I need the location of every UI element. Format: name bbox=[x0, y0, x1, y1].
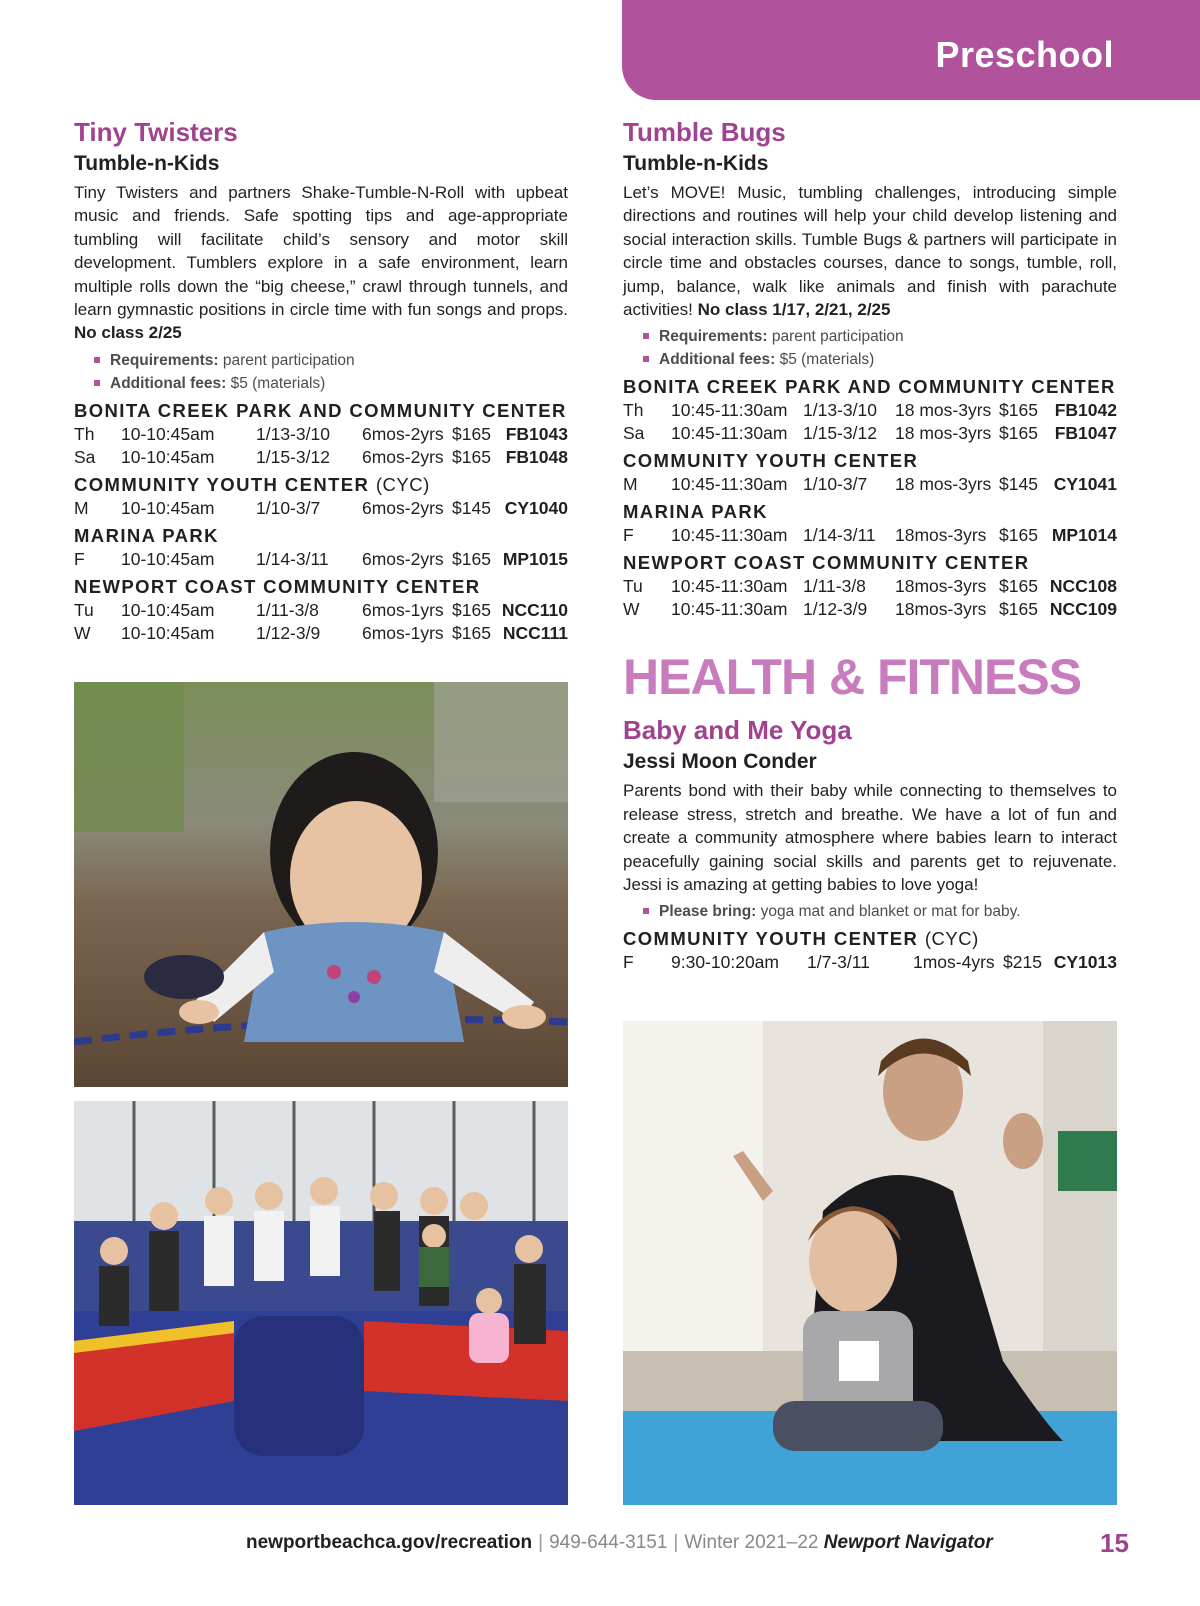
class-title: Tumble Bugs bbox=[623, 117, 786, 147]
no-class-note: No class 2/25 bbox=[74, 323, 182, 343]
table-row: Th 10-10:45am 1/13-3/10 6mos-2yrs $165 FB1043 bbox=[74, 423, 568, 444]
location-heading: MARINA PARK bbox=[74, 524, 219, 546]
bullet-square-icon bbox=[94, 357, 100, 363]
list-item: Additional fees: $5 (materials) bbox=[94, 372, 568, 395]
footer-season: Winter 2021–22 bbox=[684, 1532, 819, 1553]
table-row: F 9:30-10:20am 1/7-3/11 1mos-4yrs $215 CY1013 bbox=[623, 952, 1117, 973]
list-item: Additional fees: $5 (materials) bbox=[643, 348, 1117, 371]
section-tab bbox=[622, 0, 1200, 100]
table-row: W 10:45-11:30am 1/12-3/9 18mos-3yrs $165 NCC109 bbox=[623, 599, 1117, 620]
course-code: CY1040 bbox=[504, 497, 568, 518]
bullet-square-icon bbox=[643, 908, 649, 914]
location-heading: COMMUNITY YOUTH CENTER bbox=[623, 450, 919, 472]
instructor-name: Tumble-n-Kids bbox=[623, 152, 769, 175]
class-description: Let’s MOVE! Music, tumbling challenges, introducing simple directions and routines will help your child develop listening and social interaction skills. Tumble Bugs & partners will participate in circle time and obstacles courses, dance to songs, tumble, roll, jump, balance, walk like animals and finish with parachute activities! No class 1/17, 2/21, 2/25 bbox=[623, 183, 1117, 320]
section-tab-title: Preschool bbox=[935, 34, 1114, 75]
list-item: Requirements: parent participation bbox=[643, 325, 1117, 348]
photo-group-parents-babies bbox=[74, 1101, 568, 1505]
course-code: FB1047 bbox=[1054, 423, 1117, 444]
page-number: 15 bbox=[1100, 1528, 1129, 1558]
table-row: Tu 10:45-11:30am 1/11-3/8 18mos-3yrs $165 NCC108 bbox=[623, 576, 1117, 597]
course-code: NCC110 bbox=[501, 599, 568, 620]
instructor-name: Jessi Moon Conder bbox=[623, 750, 817, 774]
location-heading: MARINA PARK bbox=[623, 501, 768, 523]
table-row: Sa 10-10:45am 1/15-3/12 6mos-2yrs $165 FB1048 bbox=[74, 446, 568, 467]
course-code: NCC108 bbox=[1049, 576, 1117, 597]
photo-toddler-crawling bbox=[74, 682, 568, 1087]
course-code: CY1041 bbox=[1053, 474, 1117, 495]
course-code: MP1014 bbox=[1051, 525, 1117, 546]
class-description: Parents bond with their baby while connecting to themselves to release stress, stretch and breathe. We have a lot of fun and create a community atmosphere where babies learn to interact peacefully gaining social skills and parents get to rejuvenate. Jessi is amazing at getting babies to love yoga! bbox=[623, 781, 1117, 895]
bullet-square-icon bbox=[643, 333, 649, 339]
no-class-note: No class 1/17, 2/21, 2/25 bbox=[697, 300, 891, 320]
table-row: Sa 10:45-11:30am 1/15-3/12 18 mos-3yrs $165 FB1047 bbox=[623, 423, 1117, 444]
course-code: MP1015 bbox=[502, 548, 568, 569]
location-heading: COMMUNITY YOUTH CENTER (CYC) bbox=[623, 928, 979, 950]
location-heading: COMMUNITY YOUTH CENTER (CYC) bbox=[74, 473, 430, 495]
bullet-square-icon bbox=[643, 356, 649, 362]
class-title: Baby and Me Yoga bbox=[623, 715, 852, 746]
course-code: NCC109 bbox=[1049, 599, 1117, 620]
tumble-bugs-section bbox=[623, 115, 1117, 974]
location-heading: NEWPORT COAST COMMUNITY CENTER bbox=[74, 575, 481, 597]
list-item: Please bring: yoga mat and blanket or mat for baby. bbox=[643, 900, 1117, 923]
table-row: M 10:45-11:30am 1/10-3/7 18 mos-3yrs $145 CY1041 bbox=[623, 474, 1117, 495]
footer-website-link[interactable]: newportbeachca.gov/recreation bbox=[246, 1532, 533, 1553]
table-row: Tu 10-10:45am 1/11-3/8 6mos-1yrs $165 NCC110 bbox=[74, 599, 568, 620]
location-heading: BONITA CREEK PARK AND COMMUNITY CENTER bbox=[623, 376, 1116, 398]
section-heading: HEALTH & FITNESS bbox=[623, 649, 1082, 706]
list-item: Requirements: parent participation bbox=[94, 349, 568, 372]
table-row: F 10:45-11:30am 1/14-3/11 18mos-3yrs $165 MP1014 bbox=[623, 525, 1117, 546]
bullet-square-icon bbox=[94, 380, 100, 386]
footer-separator: | bbox=[538, 1532, 544, 1553]
location-heading: NEWPORT COAST COMMUNITY CENTER bbox=[623, 552, 1030, 574]
instructor-name: Tumble-n-Kids bbox=[74, 152, 220, 175]
class-description: Tiny Twisters and partners Shake-Tumble-N-Roll with upbeat music and friends. Safe spotting tips and age-appropriate tumbling will facilitate child’s sensory and motor skill development. Tumblers explore in a safe environment, learn multiple rolls down the “big cheese,” crawl through tunnels, and learn gymnastic positions in circle time with fun songs and props. No class 2/25 bbox=[74, 183, 568, 343]
footer-phone: 949-644-3151 bbox=[549, 1532, 668, 1553]
requirements-list bbox=[94, 349, 568, 395]
course-code: NCC111 bbox=[502, 622, 568, 643]
course-code: FB1043 bbox=[505, 423, 568, 444]
tiny-twisters-section bbox=[74, 115, 568, 645]
location-heading: BONITA CREEK PARK AND COMMUNITY CENTER bbox=[74, 399, 567, 421]
class-title: Tiny Twisters bbox=[74, 117, 238, 147]
course-code: FB1042 bbox=[1054, 400, 1117, 421]
table-row: M 10-10:45am 1/10-3/7 6mos-2yrs $145 CY1040 bbox=[74, 497, 568, 518]
table-row: W 10-10:45am 1/12-3/9 6mos-1yrs $165 NCC111 bbox=[74, 622, 568, 643]
footer-separator: | bbox=[673, 1532, 679, 1553]
requirements-list bbox=[643, 900, 1117, 923]
footer-publication: Newport Navigator bbox=[823, 1532, 993, 1553]
photo-baby-yoga bbox=[623, 1021, 1117, 1505]
page-footer bbox=[246, 1532, 993, 1554]
course-code: CY1013 bbox=[1053, 952, 1117, 973]
table-row: Th 10:45-11:30am 1/13-3/10 18 mos-3yrs $165 FB1042 bbox=[623, 400, 1117, 421]
course-code: FB1048 bbox=[505, 446, 568, 467]
table-row: F 10-10:45am 1/14-3/11 6mos-2yrs $165 MP1015 bbox=[74, 548, 568, 569]
requirements-list bbox=[643, 325, 1117, 371]
